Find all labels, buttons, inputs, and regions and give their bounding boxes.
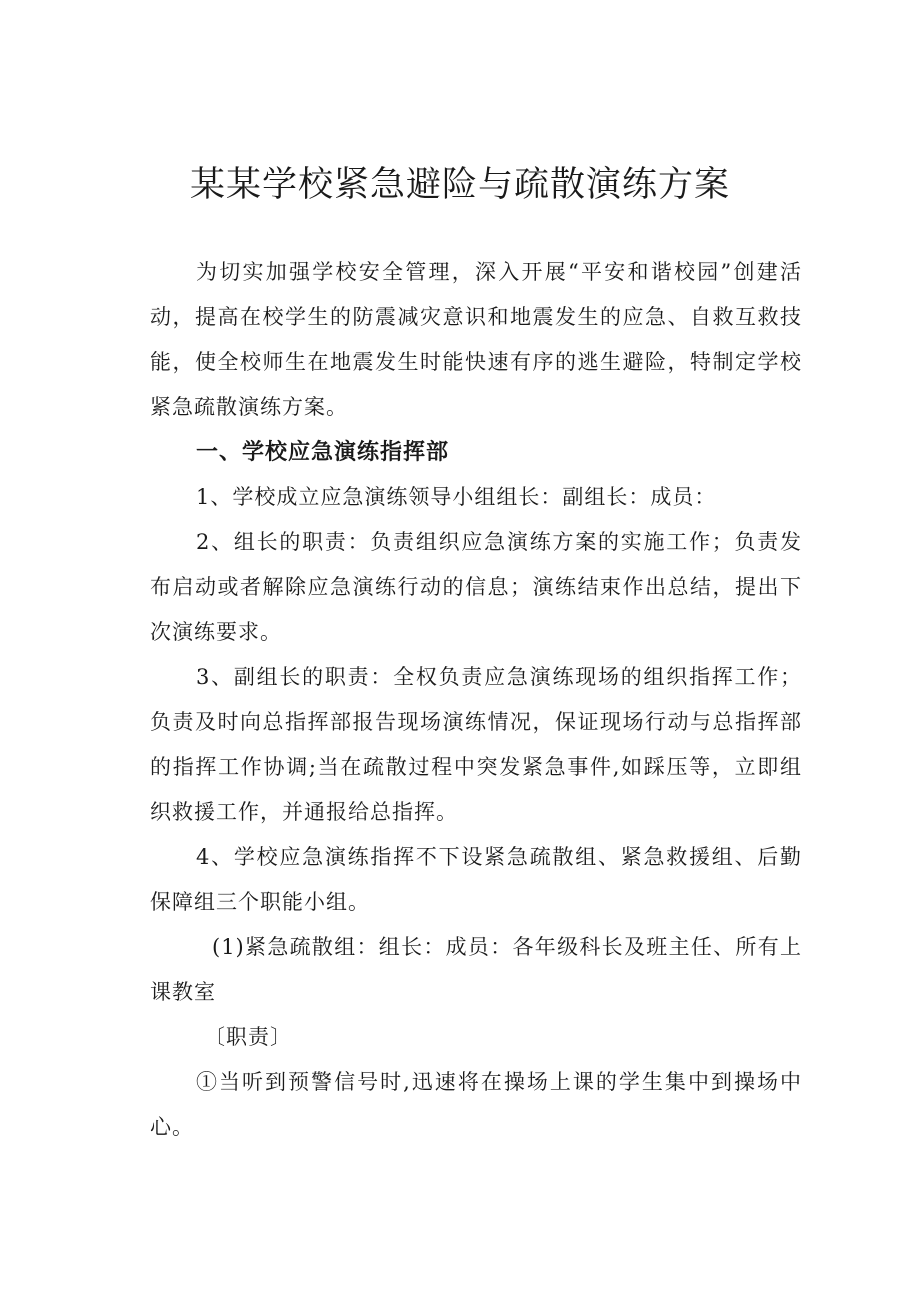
intro-paragraph: 为切实加强学校安全管理，深入开展“平安和谐校园”创建活动，提高在校学生的防震减灾意识和地震发生的应急、自救互救技能，使全校师生在地震发生时能快速有序的逃生避险，特制定学校紧急疏散演练方案。 (150, 260, 802, 419)
document-title: 某某学校紧急避险与疏散演练方案 (189, 165, 730, 205)
duty-item-1: ①当听到预警信号时,迅速将在操场上课的学生集中到操场中心。 (150, 1070, 802, 1139)
item-1: 1、学校成立应急演练领导小组组长：副组长：成员： (196, 485, 717, 509)
section-heading: 一、学校应急演练指挥部 (196, 440, 450, 465)
document-body (150, 250, 802, 1150)
subitem-1: (1)紧急疏散组：组长：成员：各年级科长及班主任、所有上课教室 (150, 935, 802, 1004)
item-2: 2、组长的职责：负责组织应急演练方案的实施工作；负责发布启动或者解除应急演练行动的信息；演练结束作出总结，提出下次演练要求。 (150, 530, 802, 644)
item-4: 4、学校应急演练指挥不下设紧急疏散组、紧急救援组、后勤保障组三个职能小组。 (150, 845, 802, 914)
item-3: 3、副组长的职责：全权负责应急演练现场的组织指挥工作；负责及时向总指挥部报告现场演练情况，保证现场行动与总指挥部的指挥工作协调;当在疏散过程中突发紧急事件,如踩压等，立即组织救援工作，并通报给总指挥。 (150, 665, 802, 824)
duty-label: 〔职责〕 (204, 1025, 292, 1049)
